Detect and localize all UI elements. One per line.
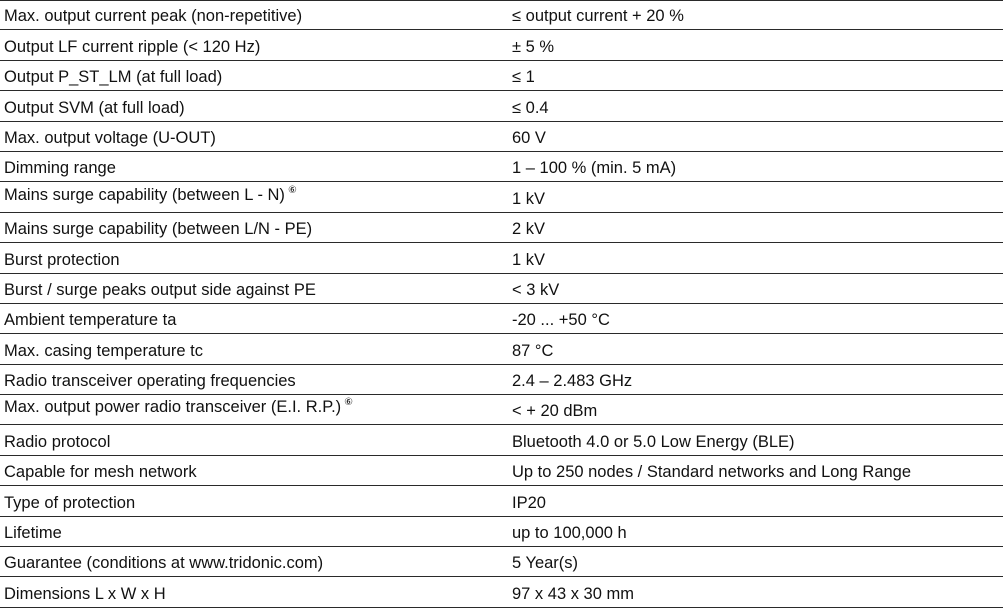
parameter-value: 5 Year(s) [512, 554, 579, 573]
parameter-value: ≤ 0.4 [512, 98, 549, 117]
table-row [0, 486, 1003, 516]
parameter-value: < 3 kV [512, 280, 560, 299]
parameter-value: IP20 [512, 493, 546, 512]
parameter-label: Max. casing temperature tc [4, 341, 203, 360]
table-row [0, 425, 1003, 455]
parameter-value: up to 100,000 h [512, 524, 627, 543]
table-row [0, 365, 1003, 395]
table-row [0, 152, 1003, 182]
parameter-label: Mains surge capability (between L/N - PE) [4, 220, 313, 239]
table-row [0, 122, 1003, 152]
parameter-label: Burst / surge peaks output side against PE [4, 280, 316, 299]
table-row [0, 61, 1003, 91]
table-row [0, 304, 1003, 334]
parameter-value: 60 V [512, 128, 546, 147]
parameter-label: Guarantee (conditions at www.tridonic.com) [4, 554, 324, 573]
footnote-marker: ⑥ [287, 184, 297, 196]
table-row [0, 577, 1003, 607]
parameter-label: Lifetime [4, 524, 62, 543]
parameter-value: 2 kV [512, 220, 546, 239]
parameter-value: ≤ output current + 20 % [512, 7, 684, 26]
table-row [0, 243, 1003, 273]
parameter-label [4, 181, 297, 205]
table-row [0, 334, 1003, 364]
parameter-value: 1 – 100 % (min. 5 mA) [512, 159, 677, 178]
parameter-value: Up to 250 nodes / Standard networks and Long Range [512, 463, 912, 482]
table-row [0, 456, 1003, 486]
table-row [0, 91, 1003, 121]
table-row [0, 213, 1003, 243]
parameter-text: Max. output power radio transceiver (E.I. R.P.) [4, 398, 342, 417]
parameter-value: 2.4 – 2.483 GHz [512, 372, 633, 391]
parameter-label: Max. output voltage (U-OUT) [4, 128, 216, 147]
parameter-label: Dimensions L x W x H [4, 584, 166, 603]
parameter-label: Radio protocol [4, 432, 111, 451]
table-row [0, 0, 1003, 30]
parameter-label: Ambient temperature ta [4, 311, 177, 330]
parameter-value: Bluetooth 4.0 or 5.0 Low Energy (BLE) [512, 432, 795, 451]
table-row [0, 274, 1003, 304]
parameter-text: Mains surge capability (between L - N) [4, 185, 285, 204]
parameter-label: Burst protection [4, 250, 120, 269]
parameter-label: Output LF current ripple (< 120 Hz) [4, 37, 261, 56]
parameter-value: ≤ 1 [512, 68, 535, 87]
table-row [0, 30, 1003, 60]
parameter-label: Output SVM (at full load) [4, 98, 185, 117]
parameter-value: 1 kV [512, 189, 546, 208]
parameter-label: Radio transceiver operating frequencies [4, 372, 296, 391]
table-row [0, 182, 1003, 212]
table-row [0, 547, 1003, 577]
table-row [0, 517, 1003, 547]
parameter-label [4, 393, 353, 417]
parameter-value: < + 20 dBm [512, 402, 598, 421]
parameter-value: -20 ... +50 °C [512, 311, 610, 330]
parameter-label: Dimming range [4, 159, 116, 178]
parameter-label: Output P_ST_LM (at full load) [4, 68, 223, 87]
parameter-label: Max. output current peak (non-repetitive) [4, 7, 303, 26]
parameter-value: ± 5 % [512, 37, 555, 56]
table-row [0, 395, 1003, 425]
parameter-label: Capable for mesh network [4, 463, 197, 482]
footnote-marker: ⑥ [344, 397, 354, 409]
parameter-value: 1 kV [512, 250, 546, 269]
parameter-label: Type of protection [4, 493, 136, 512]
parameter-value: 97 x 43 x 30 mm [512, 584, 634, 603]
parameter-value: 87 °C [512, 341, 554, 360]
